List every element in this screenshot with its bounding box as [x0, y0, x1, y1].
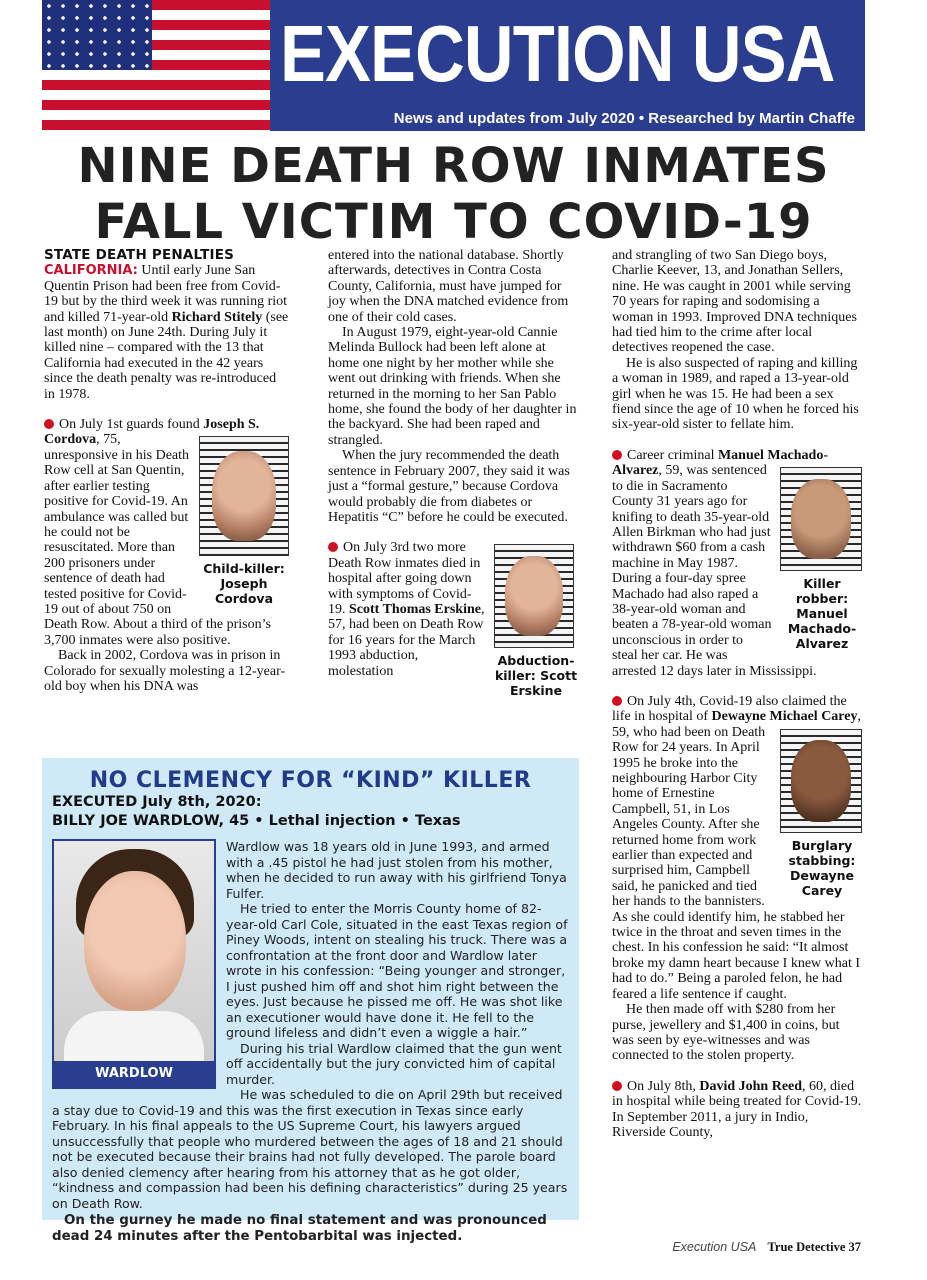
execution-line-1: EXECUTED July 8th, 2020: — [52, 794, 262, 810]
footer-section: Execution USA — [672, 1240, 757, 1254]
red-bullet-icon — [612, 1081, 622, 1091]
paragraph: Back in 2002, Cordova was in prison in Colorado for sexually molesting a 12-year-old boy when his DNA was — [44, 648, 286, 694]
photo-caption: Killer robber: Manuel Machado-Alvarez — [787, 576, 857, 652]
paragraph: Wardlow was 18 years old in June 1993, and armed with a .45 pistol he had just stolen from his mother, when he decided to run away with his girlfriend Tonya Fulfer. — [226, 839, 567, 901]
headline — [42, 138, 865, 250]
red-bullet-icon — [44, 419, 54, 429]
page-number: 37 — [848, 1240, 861, 1254]
paragraph: In August 1979, eight-year-old Cannie Melinda Bullock had been left alone at home one night by her mother while she went out drinking with friends. When she returned in the morning to her San Pablo home, she found the body of her daughter in the backyard. She had been raped and strangled. — [328, 325, 577, 448]
mugshot-face-icon — [54, 841, 214, 1061]
paragraph: He tried to enter the Morris County home of 82-year-old Carl Cole, situated in the east Texas region of Piney Woods, intent on stealing his truck. There was a confrontation at the front door and Wardlow later wrote in his confession: “Being younger and stronger, I just pushed him off and shot him right between the eyes. Just because he pissed me off. He was shot like an executioner would have done it. He fell to the ground lifeless and didn’t even a wiggle a hair.” — [226, 901, 568, 1040]
paragraph: When the jury recommended the death sentence in February 2007, they said it was just a “formal gesture,” because Cordova would probably die from diabetes or Hepatitis “C” before he could be executed. — [328, 448, 570, 525]
inmate-name: Scott Thomas Erskine — [349, 601, 481, 617]
red-bullet-icon — [612, 696, 622, 706]
footer-magazine: True Detective — [767, 1240, 846, 1254]
mugshot-face-icon — [212, 451, 276, 541]
paragraph: He is also suspected of raping and killing a woman in 1989, and raped a 13-year-old girl when he was 15. He had been a sex fiend since the age of 10 when he forced his six-year-old sister to fellate him. — [612, 355, 859, 433]
photo-caption: Abduction-killer: Scott Erskine — [494, 653, 578, 699]
inmate-name: David John Reed — [699, 1078, 803, 1094]
masthead-subtitle: News and updates from July 2020 • Researched by Martin Chaffe — [393, 110, 855, 127]
masthead — [42, 0, 865, 131]
photo-wardlow — [52, 839, 216, 1089]
paragraph: On July 8th, David John Reed, 60, died in hospital while being treated for Covid-19. In September 2011, a jury in Indio, Riverside County, — [612, 1078, 862, 1140]
mugshot-face-icon — [791, 479, 851, 559]
execution-line-2: BILLY JOE WARDLOW, 45 • Lethal injection • Texas — [52, 813, 461, 829]
paragraph: Abduction-killer: Scott Erskine On July 3rd two more Death Row inmates died in hospital after going down with symptoms of Covid-19. Scott Thomas Erskine, 57, had been on Death Row for 16 years for the March 1993 abduction, molestation — [328, 540, 578, 699]
masthead-title: EXECUTION USA — [280, 9, 835, 98]
paragraph: and strangling of two San Diego boys, Charlie Keever, 13, and Jonathan Sellers, nine. He was caught in 2001 while serving 70 years for raping and sodomising a woman in 1993. Improved DNA techniques had tied him to the crime after local detectives reopened the case. — [612, 248, 857, 356]
headline-line1: NINE DEATH ROW INMATES — [77, 138, 830, 194]
photo-caption: Child-killer: Joseph Cordova — [203, 561, 285, 607]
photo-cordova — [199, 436, 289, 606]
paragraph: During his trial Wardlow claimed that the gun went off accidentally but the jury convicted him of capital murder. — [226, 1040, 562, 1087]
red-bullet-icon — [612, 450, 622, 460]
column-2 — [328, 248, 578, 702]
photo-machado-alvarez — [780, 467, 864, 651]
photo-caption: Burglary stabbing: Dewayne Carey — [788, 837, 856, 898]
inmate-name: Manuel Machado-Alvarez — [612, 447, 829, 479]
paragraph: On July 1st guards found Joseph S. Cordova Child-killer: Joseph Cordova , 75, unresponsive in his Death Row cell at San Quentin, after earlier testing positive for Covid-19. An ambulance was called but he could not be resuscitated. More than 200 prisoners under sentence of death had tested positive for Covid-19 out of about 750 on Death Row. About a third of the prison’s 3,700 inmates were also positive. — [44, 417, 289, 648]
box-final-statement: On the gurney he made no final statement and was pronounced dead 24 minutes after the Pentobarbital was injected. — [52, 1213, 547, 1244]
paragraph: On July 4th, Covid-19 also claimed the life in hospital of Dewayne Michael Carey Burglary stabbing: Dewayne Carey , 59, who had been on Death Row for 24 years. In April 1995 he broke into the neighbouring Harbor City home of Ernestine Campbell, 51, in Los Angeles County. After she returned home from work earlier than expected and surprised him, Campbell said, he panicked and tied her hands to the bannisters. As she could identify him, he stabbed her twice in the throat and seven times in the chest. In his confession he said: “It almost broke my damn heart because I knew what I had to do.” Being a paroled felon, he had feared a life sentence if caught. — [612, 694, 864, 1002]
photo-erskine — [494, 544, 578, 698]
us-flag-image — [42, 0, 270, 131]
section-heading: STATE DEATH PENALTIES — [44, 247, 235, 263]
column-3 — [612, 248, 864, 1140]
inmate-name: Joseph S. Cordova — [44, 417, 260, 448]
headline-line2: FALL VICTIM TO COVID-19 — [94, 194, 813, 250]
paragraph: CALIFORNIA: Until early June San Quentin Prison had been free from Covid-19 but by the third week it was running riot and killed 71-year-old Richard Stitely (see last month) on June 24th. During July it killed nine – compared with the 13 that California had executed in the 42 years since the death penalty was re-introduced in 1978. — [44, 263, 289, 402]
column-1 — [44, 248, 289, 694]
sidebar-box-wardlow — [42, 758, 579, 1244]
red-bullet-icon — [328, 542, 338, 552]
photo-carey — [780, 729, 864, 898]
paragraph: He was scheduled to die on April 29th but received a stay due to Covid-19 and this was the first execution in Texas since early February. In his final appeals to the US Supreme Court, his lawyers argued unsuccessfully that people who murdered between the ages of 18 and 21 should not be executed because their brains had not fully developed. The parole board also denied clemency after hearing from his attorney that as he got older, “kindness and compassion had been his defining characteristics” during 25 years on Death Row. — [52, 1087, 568, 1211]
mugshot-face-icon — [505, 556, 563, 636]
page-footer — [672, 1240, 861, 1255]
paragraph: He then made off with $280 from her purse, jewellery and $1,400 in coins, but was seen by eye-witnesses and was connected to the stolen property. — [612, 1002, 840, 1064]
inmate-name: Dewayne Michael Carey — [711, 709, 858, 725]
paragraph: Career criminal Manuel Machado-Alvarez Killer robber: Manuel Machado-Alvarez , 59, was sentenced to die in Sacramento County 31 years ago for knifing to death 35-year-old Allen Birkman who had just withdrawn $60 from a cash machine in May 1987. During a four-day spree Machado had also raped a 38-year-old woman and beaten a 78-year-old woman unconscious in order to steal her car. He was arrested 12 days later in Mississippi. — [612, 448, 864, 679]
state-label: CALIFORNIA: — [44, 263, 138, 279]
inmate-name: Richard Stitely — [171, 309, 263, 325]
mugshot-face-icon — [791, 740, 851, 822]
paragraph: entered into the national database. Shortly afterwards, detectives in Contra Costa County, California, must have jumped for joy when the DNA matched evidence from one of their cold cases. — [328, 248, 569, 325]
box-body — [52, 839, 569, 1245]
photo-label: WARDLOW — [95, 1066, 173, 1081]
box-title: NO CLEMENCY FOR “KIND” KILLER — [89, 768, 532, 793]
